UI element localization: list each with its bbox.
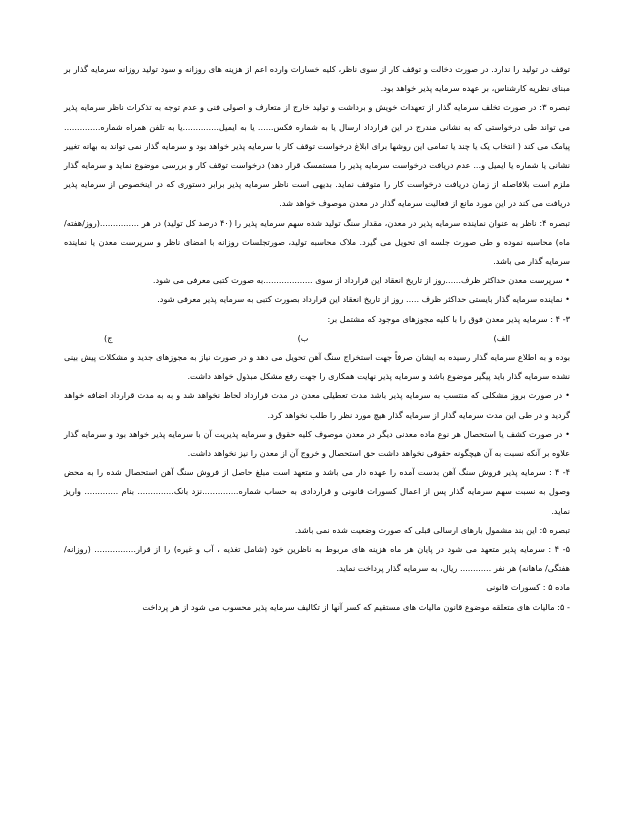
option-alef: الف) <box>493 332 510 343</box>
clause-4-4: ۴- ۴ : سرمایه پذیر فروش سنگ آهن بدست آمده را عهده دار می باشد و متعهد است مبلغ حاصل از فروش سنگ آهن استحصال شده را به محض وصول به نسبت سهم سرمایه گذار پس از اعمال کسورات قانونی و قراردادی به حساب شماره..............نزد بانک.............. بنام ............. واریز نماید. <box>64 467 570 516</box>
note-3: تبصره ۳: در صورت تخلف سرمایه گذار از تعهدات خویش و برداشت و تولید خارج از متعارف و اصولی فنی و عدم توجه به تذکرات ناظر سرمایه پذیر می تواند طی درخواستی که به نشانی مندرج در این قرارداد ارسال یا به شماره فکس...... یا به ایمیل..............یا به تلفن همراه شماره.............. پیامک می کند ( انتخاب یک یا چند یا تمامی این روشها برای ابلاغ درخواست توقف کار با سرمایه پذیر خواهد بود و سرمایه گذار نمی تواند به بهانه تغییر نشانی یا شماره یا ایمیل و... عدم دریافت درخواست سرمایه پذیر را مستمسک قرار دهد) درخواست توقف کار و بررسی موضوع نماید و سرمایه گذار ملزم است بلافاصله از زمان دریافت درخواست کار را متوقف نماید. بدیهی است ناظر سرمایه پذیر برابر دستوری که در اینخصوص از سرمایه پذیر دریافت می کند در این مورد مانع از فعالیت سرمایه گذار در معدن موصوف خواهد شد. <box>64 102 570 209</box>
document-page <box>64 60 570 617</box>
bullet-investor-representative: • نماینده سرمایه گذار بایستی حداکثر ظرف ..... روز از تاریخ انعقاد این قرارداد بصورت کتبی به سرمایه پذیر معرفی شود. <box>157 294 570 305</box>
note-4: تبصره ۴: ناظر به عنوان نماینده سرمایه پذیر در معدن، مقدار سنگ تولید شده سهم سرمایه پذیر را (۴۰ درصد کل تولید) در هر ...............(روز/هفته/ماه) محاسبه نموده و طی صورت جلسه ای تحویل می گیرد. ملاک محاسبه تولید، صورتجلسات روزانه با امضای ناظر و سرپرست معدن یا نماینده سرمایه گذار می باشد. <box>64 217 570 267</box>
bullet-other-minerals: • در صورت کشف یا استحصال هر نوع ماده معدنی دیگر در معدن موصوف کلیه حقوق و سرمایه پذیریت آن با سرمایه پذیر خواهد بود و سرمایه گذار علاوه بر آنکه نسبت به آن هیچگونه حقوقی نخواهد داشت حق استحصال و خروج آن از معدن را نیز نخواهد داشت. <box>64 428 570 459</box>
option-jim: ج) <box>104 332 113 343</box>
bullet-mine-closure: • در صورت بروز مشکلی که منتسب به سرمایه پذیر باشد مدت تعطیلی معدن در مدت قرارداد لحاظ نخواهد شد و به به مدت قرارداد اضافه خواهد گردید و در طی این مدت سرمایه گذار از سرمایه گذار هیچ مورد نظر را طلب نخواهد کرد. <box>64 390 570 420</box>
permit-options <box>64 329 570 348</box>
clause-4-3: ۳- ۴ : سرمایه پذیر معدن فوق را با کلیه مجوزهای موجود که مشتمل بر: <box>327 313 570 324</box>
paragraph-continuation: توقف در تولید را ندارد. در صورت دخالت و توقف کار از سوی ناظر، کلیه خسارات وارده اعم از هزینه های روزانه و سود تولید روزانه سرمایه گذار بر مبنای نظریه کارشناس، بر عهده سرمایه پذیر خواهد بود. <box>64 64 570 94</box>
bullet-mine-supervisor: • سرپرست معدن حداکثر ظرف......روز از تاریخ انعقاد این قرارداد از سوی ...................به صورت کتبی معرفی می شود. <box>152 275 570 286</box>
option-be: ب) <box>297 332 309 343</box>
article-5-heading: ماده ۵ : کسورات قانونی <box>486 582 570 593</box>
note-5: تبصره ۵: این بند مشمول بارهای ارسالی قبلی که صورت وضعیت شده نمی باشد. <box>294 524 570 535</box>
article-5-item-1: - ۵: مالیات های متعلقه موضوع قانون مالیات های مستقیم که کسر آنها از تکالیف سرمایه پذیر محسوب می شود از هر پرداخت <box>142 601 570 612</box>
clause-4-5: ۵- ۴ : سرمایه پذیر متعهد می شود در پایان هر ماه هزینه های مربوط به ناظرین خود (شامل تغذیه ، آب و غیره) را از قرار................ (روزانه/ هفتگی/ ماهانه) هر نفر ............ ریال، به سرمایه گذار پرداخت نماید. <box>64 544 570 574</box>
clause-4-3-continuation: بوده و به اطلاع سرمایه گذار رسیده به ایشان صرفاً جهت استخراج سنگ آهن تحویل می دهد و در صورت نیاز به مجوزهای جدید و مشکلات پیش بینی نشده سرمایه گذار باید پیگیر موضوع باشد و سرمایه پذیر نهایت همکاری را جهت رفع مشکل مبذول خواهد داشت. <box>64 352 570 382</box>
